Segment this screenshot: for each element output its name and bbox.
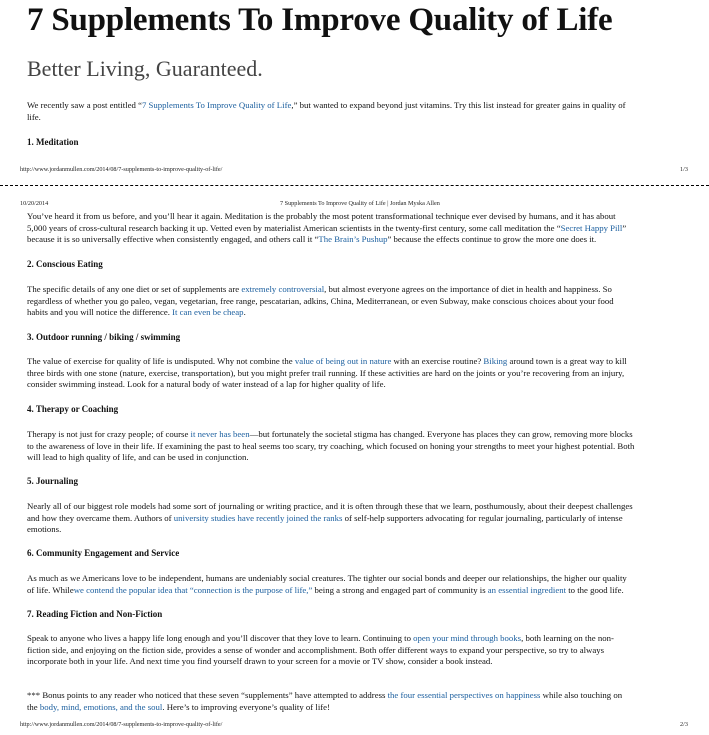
- para-text: with an exercise routine?: [391, 356, 484, 366]
- essential-ingredient-link[interactable]: an essential ingredient: [487, 584, 567, 595]
- heading-journaling: 5. Journaling: [27, 476, 79, 486]
- para-text: *** Bonus points to any reader who noticed that these seven “supplements” have attempted to address: [27, 690, 388, 700]
- intro-text: ,” but wanted to expand beyond just vitamins. Try this list instead for greater gains in quality of: [291, 100, 626, 110]
- never-has-been-link[interactable]: it never has been: [190, 429, 250, 439]
- journaling-paragraph: [27, 501, 633, 536]
- para-text: . Here’s to improving everyone’s quality of life!: [162, 701, 330, 712]
- header-title: 7 Supplements To Improve Quality of Life | Jordan Myska Allen: [280, 200, 440, 207]
- header-date: 10/20/2014: [20, 200, 49, 207]
- para-text: As much as we Americans love to be independent, humans are undeniably social creatures. The tighter our social bonds and deeper our relationships, the higher our quality: [27, 573, 627, 583]
- secret-happy-pill-link[interactable]: Secret Happy Pill: [560, 222, 623, 233]
- para-text: being a strong and engaged part of community is: [312, 584, 488, 595]
- para-text: of life. While: [27, 584, 74, 595]
- para-text: 5,000 years of cross-cultural research backing it up. Vetted even by materialist American scientists in the twenty-first century, some call meditation the “: [27, 222, 561, 233]
- biking-link[interactable]: Biking: [483, 356, 508, 366]
- community-paragraph: [27, 573, 627, 596]
- para-text: .: [243, 307, 246, 318]
- para-text: three birds with one stone (nature, exercise, transportation), but you might prefer trail running. If these activities are hard on the joints or you’re recovering from an injury,: [27, 367, 625, 378]
- para-text: and how they overcame them. Authors of: [27, 512, 174, 523]
- para-text: You’ve heard it from us before, and you’ll hear it again. Meditation is the probably the most potent transformational technique ever devised by humans, and it has about: [27, 211, 616, 221]
- intro-text: We recently saw a post entitled “: [27, 100, 142, 110]
- para-text: to the awareness of love in their life. If examining the past to heal seems too scary, try coaching, which focused on honing your strengths to meet your highest potential. Both: [27, 440, 635, 451]
- para-text: around town is a great way to kill: [507, 356, 627, 366]
- reading-paragraph: [27, 633, 614, 668]
- para-text: consider swimming instead. Look for a natural body of water instead of a lap for higher quality of life.: [27, 379, 386, 390]
- intro-text: life.: [27, 111, 41, 122]
- para-text: emotions.: [27, 524, 62, 535]
- eating-paragraph: [27, 284, 614, 319]
- para-text: The value of exercise for quality of life is undisputed. Why not combine the: [27, 356, 295, 366]
- para-text: ”: [622, 222, 627, 233]
- extremely-controversial-link[interactable]: extremely controversial: [241, 284, 325, 294]
- para-text: The specific details of any one diet or set of supplements are: [27, 284, 242, 294]
- intro-paragraph: [27, 100, 687, 123]
- heading-conscious-eating: 2. Conscious Eating: [27, 259, 103, 269]
- para-text: , both learning on the non-: [521, 633, 614, 643]
- para-text: ” because the effects continue to grow the more one does it.: [387, 234, 597, 245]
- heading-community: 6. Community Engagement and Service: [27, 548, 180, 558]
- footer-url: http://www.jordanmullen.com/2014/08/7-supplements-to-improve-quality-of-life/: [20, 721, 223, 728]
- para-text: because it is so universally effective when consistently engaged, and others call it “: [27, 234, 319, 245]
- cheap-link[interactable]: It can even be cheap: [172, 307, 244, 318]
- para-text: while also touching on: [540, 690, 623, 700]
- page-break-divider: [0, 185, 709, 186]
- brains-pushup-link[interactable]: The Brain’s Pushup: [318, 234, 388, 245]
- para-text: Therapy is not just for crazy people; of course: [27, 429, 191, 439]
- page-subtitle: Better Living, Guaranteed.: [27, 56, 263, 81]
- heading-reading: 7. Reading Fiction and Non-Fiction: [27, 609, 163, 619]
- para-text: will lead to high quality of life, and can be used in conjunction.: [27, 452, 249, 463]
- therapy-paragraph: [27, 429, 634, 464]
- footer-page-number: 1/3: [680, 166, 688, 173]
- para-text: to the good life.: [566, 584, 624, 595]
- heading-outdoor: 3. Outdoor running / biking / swimming: [27, 332, 181, 342]
- para-text: habits and you will notice the difference.: [27, 307, 173, 318]
- intro-link[interactable]: 7 Supplements To Improve Quality of Life: [141, 100, 292, 110]
- meditation-paragraph: [27, 211, 626, 246]
- para-text: , but almost everyone agrees on the importance of diet in health and happiness. So: [324, 284, 612, 294]
- footer-page-number: 2/3: [680, 721, 688, 728]
- para-text: regardless of whether you go paleo, vegan, vegetarian, free range, pescatarian, adkins, China, Mediterranean, or even Subway, make conscious choices about your food: [27, 295, 614, 306]
- connection-purpose-link[interactable]: we contend the popular idea that “connection is the purpose of life,”: [73, 584, 313, 595]
- body-mind-link[interactable]: body, mind, emotions, and the soul: [39, 701, 163, 712]
- university-studies-link[interactable]: university studies have recently joined the ranks: [173, 512, 343, 523]
- heading-therapy: 4. Therapy or Coaching: [27, 404, 119, 414]
- outdoor-paragraph: [27, 356, 627, 391]
- heading-meditation: 1. Meditation: [27, 137, 79, 147]
- para-text: fiction side, and enjoying on the fiction side, provides a sense of wonder and accomplishment. Both offer different ways to expand your perspective, so try to always: [27, 644, 605, 655]
- para-text: Speak to anyone who lives a happy life long enough and you’ll discover that they love to learn. Continuing to: [27, 633, 414, 643]
- para-text: incorporate both in your life. And next time you find yourself drawn to your screen for a movie or TV show, consider a book instead.: [27, 656, 493, 667]
- bonus-paragraph: [27, 690, 622, 713]
- para-text: of self-help supporters advocating for regular journaling, particularly of intense: [342, 512, 623, 523]
- footer-url: http://www.jordanmullen.com/2014/08/7-supplements-to-improve-quality-of-life/: [20, 166, 223, 173]
- para-text: —but fortunately the societal stigma has changed. Everyone has places they can grow, removing more blocks: [249, 429, 633, 439]
- para-text: Nearly all of our biggest role models had some sort of journaling or writing practice, and it is often through these that we learn, posthumously, about their deepest challenges: [27, 501, 633, 511]
- nature-link[interactable]: value of being out in nature: [294, 356, 392, 366]
- open-your-mind-link[interactable]: open your mind through books: [413, 633, 522, 643]
- four-perspectives-link[interactable]: the four essential perspectives on happiness: [387, 690, 541, 700]
- para-text: the: [27, 701, 40, 712]
- page-title: 7 Supplements To Improve Quality of Life: [27, 2, 613, 38]
